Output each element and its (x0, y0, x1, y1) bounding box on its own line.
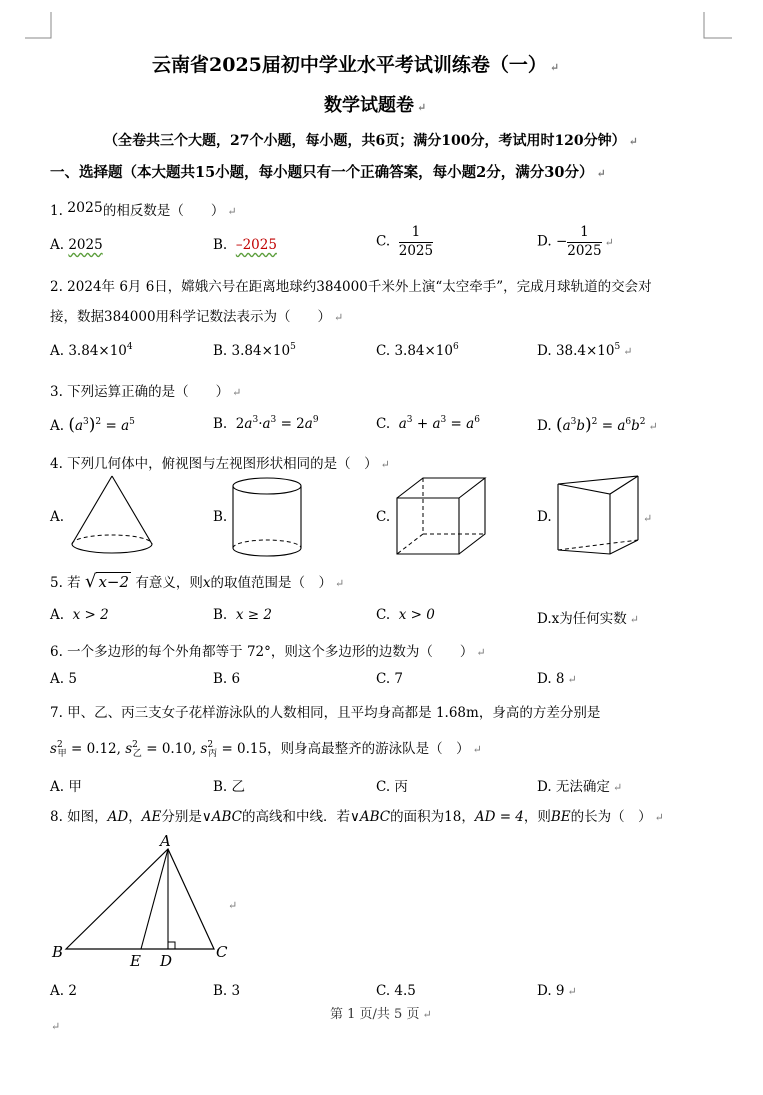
q8-option-c: C. 4.5 (376, 983, 416, 999)
q2-option-a: A. $3.84\times 10^4$ (50, 342, 133, 359)
figure-label-d: D (160, 952, 173, 970)
q8-figure-return-mark: ↵ (228, 899, 238, 912)
q2-option-c: C. $3.84\times 10^6$ (376, 342, 459, 359)
q7-option-c: C. 丙 (376, 779, 408, 795)
question-8-stem: 8. 如图，AD，AE分别是∨ABC的高线和中线．若∨ABC的面积为18，AD = 4，则BE的长为（ ） ↵ (50, 809, 664, 825)
q6-option-a: A. 5 (50, 671, 77, 687)
q4-return-mark: ↵ (643, 512, 653, 525)
q4-option-c-label: C. (376, 509, 391, 525)
q2-option-b: B. $3.84\times 10^5$ (213, 342, 296, 359)
question-2-line-2: 接，数据384000用科学记数法表示为（ ） ↵ (50, 309, 344, 325)
section-heading: 一、选择题（本大题共15小题，每小题只有一个正确答案，每小题2分，满分30分） ↵ (50, 164, 606, 181)
q7-option-d: D. 无法确定 ↵ (537, 779, 623, 795)
figure-label-c: C (216, 943, 228, 961)
q1-option-d: D. − $\frac{1}{2025}$ ↵ (537, 224, 614, 259)
q3-option-b: B. $2a^3\cdot a^3 = 2a^9$ (213, 415, 319, 432)
q7-option-a: A. 甲 (50, 779, 82, 795)
q5-option-a: A. x > 2 (50, 607, 109, 623)
q5-option-b: B. x ≥ 2 (213, 607, 272, 623)
q3-option-d: D. $(a^3b)^2 = a^6b^2$ ↵ (537, 415, 658, 435)
triangular-prism-figure (554, 474, 644, 556)
exam-title: 云南省2025届初中学业水平考试训练卷（一） ↵ (152, 54, 560, 76)
q1-option-a: A. 2025 (50, 237, 103, 253)
question-4-stem: 4. 下列几何体中，俯视图与左视图形状相同的是（ ） ↵ (50, 456, 390, 472)
q1-option-c: C. $\frac{1}{2025}$ (376, 224, 434, 259)
question-2-line-1: 2. 2024年 6月 6日，嫦娥六号在距离地球约384000千米外上演“太空牵手”，完成月球轨道的交会对 (50, 279, 652, 295)
question-5-stem: 5. 若 √ x−2 有意义，则x的取值范围是（ ） ↵ (50, 571, 345, 592)
cone-figure (68, 474, 158, 560)
q3-option-a: A. $(a^3)^2 = a^5$ (50, 415, 135, 435)
question-6-stem: 6. 一个多边形的每个外角都等于 72°，则这个多边形的边数为（ ） ↵ (50, 644, 486, 660)
cube-figure (393, 476, 488, 558)
question-3-stem: 3. 下列运算正确的是（ ） ↵ (50, 384, 242, 400)
q1-option-b: B. –2025 (213, 237, 277, 253)
q4-option-d-label: D. (537, 509, 552, 525)
exam-subtitle: 数学试题卷 ↵ (324, 95, 427, 116)
figure-label-e: E (130, 952, 141, 970)
end-return-mark: ↵ (51, 1020, 61, 1033)
figure-label-a: A (160, 832, 171, 850)
q8-option-d: D. 9 ↵ (537, 983, 577, 999)
q4-option-b-label: B. (213, 509, 228, 525)
q4-option-a-label: A. (50, 509, 65, 525)
figure-label-b: B (52, 943, 64, 961)
q3-option-c: C. $a^3 + a^3 = a^6$ (376, 415, 480, 432)
q5-option-c: C. x > 0 (376, 607, 435, 623)
q7-option-b: B. 乙 (213, 779, 246, 795)
exam-note: （全卷共三个大题，27个小题，每小题，共6页；满分100分，考试用时120分钟） ↵ (104, 133, 638, 149)
q6-option-c: C. 7 (376, 671, 404, 687)
question-7-line-1: 7. 甲、乙、丙三支女子花样游泳队的人数相同，且平均身高都是 1.68m，身高的方差分别是 (50, 705, 601, 721)
q8-option-b: B. 3 (213, 983, 241, 999)
crop-mark-top-left (25, 12, 55, 40)
crop-mark-top-right (702, 12, 732, 40)
question-1-stem: 1. 2025的相反数是（ ） ↵ (50, 200, 237, 219)
question-7-line-2: $s^2_甲 = 0.12$, $s^2_乙 = 0.10$, $s^2_丙 = 0.15$，则身高最整齐的游泳队是（ ） ↵ (50, 740, 482, 759)
q6-option-b: B. 6 (213, 671, 241, 687)
q6-option-d: D. 8 ↵ (537, 671, 577, 687)
q2-option-d: D. $38.4\times 10^5$ ↵ (537, 342, 633, 359)
cylinder-figure (230, 475, 306, 561)
q5-option-d: D.x为任何实数 ↵ (537, 611, 639, 627)
q8-option-a: A. 2 (50, 983, 77, 999)
page-footer: 第 1 页/共 5 页 ↵ (330, 1007, 432, 1022)
